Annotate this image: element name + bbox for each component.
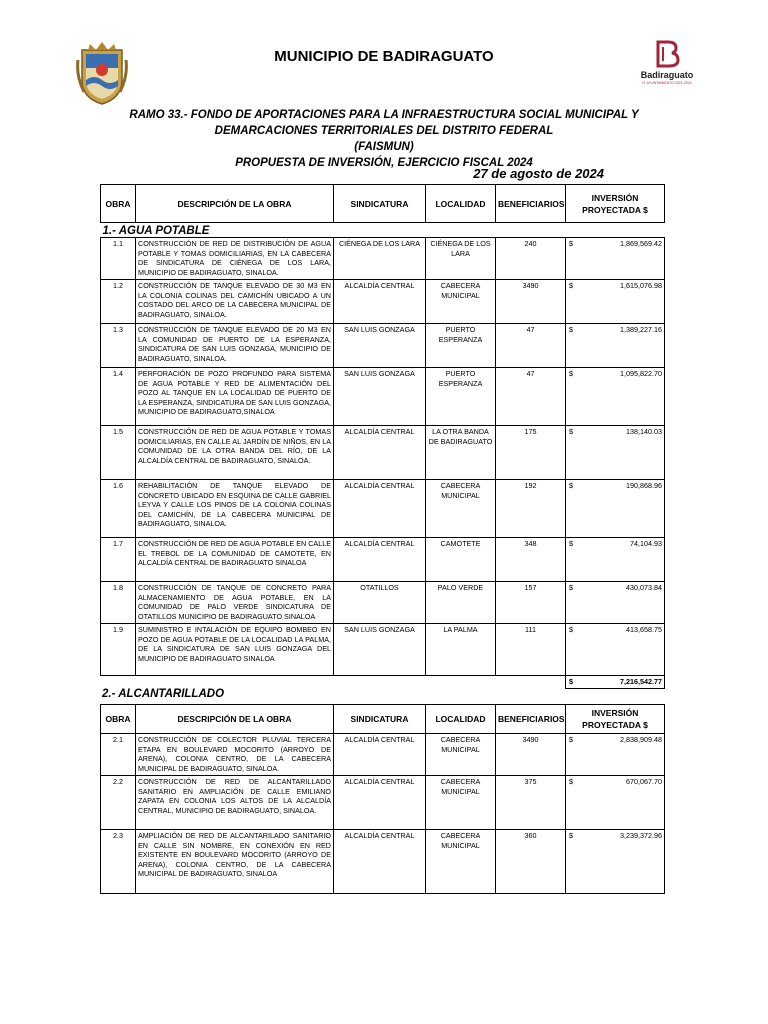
table-row (101, 426, 665, 480)
obra-localidad: LA PALMA (426, 624, 496, 676)
obra-sindicatura: ALCALDÍA CENTRAL (334, 734, 426, 776)
obra-inversion (566, 776, 665, 830)
table-header-row (101, 705, 665, 734)
obra-inversion (566, 324, 665, 368)
alcantarillado-rows (101, 734, 665, 894)
obra-beneficiarios: 175 (496, 426, 566, 480)
obra-description: CONSTRUCCIÓN DE TANQUE ELEVADO DE 30 M3 EN LA COLONIA COLINAS DEL CAMICHÍN UBICADO A UN COSTADO DEL ARCO DE LA CABECERA MUNICIPAL DE BADIRAGUATO, SINALOA. (136, 280, 334, 324)
obra-beneficiarios: 240 (496, 238, 566, 280)
obra-number: 1.8 (101, 582, 136, 624)
total-amount: 7,216,542.77 (620, 677, 662, 686)
column-header-inversion: INVERSIÓN PROYECTADA $ (566, 185, 665, 223)
obra-sindicatura: ALCALDÍA CENTRAL (334, 480, 426, 538)
obra-number: 1.6 (101, 480, 136, 538)
badiraguato-b-logo-icon (654, 40, 680, 68)
obra-beneficiarios: 111 (496, 624, 566, 676)
obra-sindicatura: SAN LUIS GONZAGA (334, 324, 426, 368)
obra-sindicatura: ALCALDÍA CENTRAL (334, 280, 426, 324)
column-header-descripcion: DESCRIPCIÓN DE LA OBRA (136, 185, 334, 223)
section-row (101, 223, 665, 238)
inversion-amount: 1,095,822.70 (620, 369, 662, 378)
column-header-localidad: LOCALIDAD (426, 185, 496, 223)
obra-beneficiarios: 3490 (496, 734, 566, 776)
obra-beneficiarios: 192 (496, 480, 566, 538)
obra-localidad: CABECERA MUNICIPAL (426, 734, 496, 776)
obra-sindicatura: CIÉNEGA DE LOS LARA (334, 238, 426, 280)
obra-inversion (566, 480, 665, 538)
obra-number: 1.3 (101, 324, 136, 368)
obra-sindicatura: OTATILLOS (334, 582, 426, 624)
table-row (101, 582, 665, 624)
table-row (101, 734, 665, 776)
obra-description: CONSTRUCCIÓN DE RED DE AGUA POTABLE EN CALLE EL TREBOL DE LA COMUNIDAD DE CAMOTETE, EN ALCALDÍA CENTRAL DE BADIRAGUATO SINALOA (136, 538, 334, 582)
obra-inversion (566, 734, 665, 776)
inversion-amount: 74,104.93 (630, 539, 662, 548)
obra-number: 1.1 (101, 238, 136, 280)
section-title: 1.- AGUA POTABLE (102, 225, 210, 237)
column-header-obra: OBRA (101, 185, 136, 223)
obra-description: CONSTRUCCIÓN DE COLECTOR PLUVIAL TERCERA ETAPA EN BOULEVARD MOCORITO (ARROYO DE ARENA), COLONIA CENTRO, DE LA CABECERA MUNICIPAL DE BADIRAGUATO, SINALOA. (136, 734, 334, 776)
subtitle-line: PROPUESTA DE INVERSIÓN, EJERCICIO FISCAL 2024 (235, 157, 533, 169)
column-header-sindicatura: SINDICATURA (334, 705, 426, 734)
obra-beneficiarios: 375 (496, 776, 566, 830)
obra-inversion (566, 238, 665, 280)
currency-symbol: $ (569, 369, 573, 378)
obra-localidad: CAMOTETE (426, 538, 496, 582)
table-row (101, 238, 665, 280)
obra-sindicatura: ALCALDÍA CENTRAL (334, 776, 426, 830)
obra-inversion (566, 426, 665, 480)
obra-number: 2.1 (101, 734, 136, 776)
obra-localidad: LA OTRA BANDA DE BADIRAGUATO (426, 426, 496, 480)
fund-subtitle (120, 107, 648, 171)
obra-localidad: PALO VERDE (426, 582, 496, 624)
obra-beneficiarios: 360 (496, 830, 566, 894)
obra-description: CONSTRUCCIÓN DE TANQUE ELEVADO DE 20 M3 EN LA COMUNIDAD DE PUERTO DE LA ESPERANZA, SINDICATURA DE SAN LUIS GONZAGA, MUNICIPIO DE BADIRAGUATO, SINALOA. (136, 324, 334, 368)
table-row (101, 776, 665, 830)
obra-description: PERFORACIÓN DE POZO PROFUNDO PARA SISTEMA DE AGUA POTABLE Y RED DE ALIMENTACIÓN DEL POZO AL TANQUE EN LA LOCALIDAD DE PUERTO DE LA ESPERANZA, SINDICATURA DE SAN LUIS GONZAGA, MUNICIPIO DE BADIRAGUATO,SINALOA (136, 368, 334, 426)
obra-sindicatura: ALCALDÍA CENTRAL (334, 426, 426, 480)
document-header (0, 0, 768, 110)
currency-symbol: $ (569, 583, 573, 592)
obra-description: CONSTRUCCIÓN DE RED DE DISTRIBUCIÓN DE AGUA POTABLE Y TOMAS DOMICILIARIAS, EN LA CABECERA DE SINDICATURA DE CIÉNEGA DE LOS LARA, MUNICIPIO DE BADIRAGUATO, SINALOA. (136, 238, 334, 280)
obra-number: 1.7 (101, 538, 136, 582)
currency-symbol: $ (569, 625, 573, 634)
brand-name: Badiraguato (640, 70, 694, 80)
currency-symbol: $ (569, 777, 573, 786)
obra-description: AMPLIACIÓN DE RED DE ALCANTARILADO SANITARIO EN CALLE SIN NOMBRE, EN CONEXIÓN EN RED EXISTENTE EN BOULEVARD MOCORITO (ARROYO DE ARENA), COLONIA CENTRO, DE LA CABECERA MUNICIPAL DE BADIRAGUATO, SINALOA (136, 830, 334, 894)
inversion-amount: 2,838,909.48 (620, 735, 662, 744)
obra-description: CONSTRUCCIÓN DE RED DE AGUA POTABLE Y TOMAS DOMICILIARIAS, EN CALLE AL JARDÍN DE NIÑOS, EN LA COMUNIDAD DE LA OTRA BANDA DEL RÍO, DE LA ALCALDÍA CENTRAL DE BADIRAGUATO, SINALOA. (136, 426, 334, 480)
obra-localidad: PUERTO ESPERANZA (426, 324, 496, 368)
currency-symbol: $ (569, 281, 573, 290)
currency-symbol: $ (569, 239, 573, 248)
obra-beneficiarios: 47 (496, 368, 566, 426)
obra-inversion (566, 280, 665, 324)
inversion-amount: 670,067.70 (626, 777, 662, 786)
obra-localidad: CIÉNEGA DE LOS LARA (426, 238, 496, 280)
brand-tagline: H. AYUNTAMIENTO 2021-2024 (642, 81, 692, 85)
obra-description: REHABILITACIÓN DE TANQUE ELEVADO DE CONCRETO UBICADO EN ESQUINA DE CALLE GABRIEL LEYVA Y CALLE LOS PINOS DE LA COLONIA COLINAS DEL CAMICHÍN, DE LA CABECERA MUNICIPAL DE BADIRAGUATO, SINALOA. (136, 480, 334, 538)
obra-beneficiarios: 157 (496, 582, 566, 624)
table-row (101, 324, 665, 368)
works-table-alcantarillado (100, 704, 665, 894)
column-header-beneficiarios: BENEFICIARIOS (496, 185, 566, 223)
inversion-amount: 138,140.03 (626, 427, 662, 436)
column-header-localidad: LOCALIDAD (426, 705, 496, 734)
obra-beneficiarios: 3490 (496, 280, 566, 324)
total-row (101, 676, 665, 689)
obra-inversion (566, 830, 665, 894)
inversion-amount: 413,658.75 (626, 625, 662, 634)
obra-description: CONSTRUCCIÓN DE RED DE ALCANTARILLADO SANITARIO EN AMPLIACIÓN DE CALLE EMILIANO ZAPATA EN COLONIA LOS ALTOS DE LA ALCALDÍA CENTRAL, MUNICIPIO DE BADIRAGUATO, SINALOA. (136, 776, 334, 830)
document-date: 27 de agosto de 2024 (473, 166, 604, 181)
inversion-amount: 1,615,076.98 (620, 281, 662, 290)
obra-number: 1.2 (101, 280, 136, 324)
municipality-title: MUNICIPIO DE BADIRAGUATO (274, 48, 494, 65)
obra-inversion (566, 624, 665, 676)
obra-inversion (566, 582, 665, 624)
obra-description: CONSTRUCCIÓN DE TANQUE DE CONCRETO PARA ALMACENAMIENTO DE AGUA POTABLE, EN LA COMUNIDAD DE PALO VERDE SINDICATURA DE OTATILLOS MUNICIPIO DE BADIRAGUATO SINALOA (136, 582, 334, 624)
obra-inversion (566, 368, 665, 426)
subtitle-line: (FAISMUN) (354, 141, 414, 153)
obra-description: SUMINISTRO E INTALACIÓN DE EQUIPO BOMBEO EN POZO DE AGUA POTABLE DE LA LOCALIDAD LA PALMA, DE LA SINDICATURA DE SAN LUIS GONZAGA DEL MUNICIPIO DE BADIRAGUATO SINALOA (136, 624, 334, 676)
currency-symbol: $ (569, 481, 573, 490)
obra-sindicatura: SAN LUIS GONZAGA (334, 624, 426, 676)
agua-potable-rows (101, 223, 665, 689)
section-total (566, 676, 665, 689)
obra-number: 2.2 (101, 776, 136, 830)
total-spacer (101, 676, 566, 689)
inversion-amount: 430,073.84 (626, 583, 662, 592)
inversion-amount: 190,868.96 (626, 481, 662, 490)
obra-number: 1.4 (101, 368, 136, 426)
obra-sindicatura: ALCALDÍA CENTRAL (334, 830, 426, 894)
subtitle-line: RAMO 33.- FONDO DE APORTACIONES PARA LA INFRAESTRUCTURA SOCIAL MUNICIPAL Y (129, 109, 639, 121)
currency-symbol: $ (569, 735, 573, 744)
inversion-amount: 3,239,372.96 (620, 831, 662, 840)
obra-localidad: CABECERA MUNICIPAL (426, 830, 496, 894)
column-header-obra: OBRA (101, 705, 136, 734)
subtitle-line: DEMARCACIONES TERRITORIALES DEL DISTRITO FEDERAL (214, 125, 554, 137)
obra-localidad: CABECERA MUNICIPAL (426, 480, 496, 538)
column-header-sindicatura: SINDICATURA (334, 185, 426, 223)
obra-number: 1.9 (101, 624, 136, 676)
obra-beneficiarios: 348 (496, 538, 566, 582)
table-row (101, 480, 665, 538)
obra-number: 1.5 (101, 426, 136, 480)
table-header-row (101, 185, 665, 223)
table-row (101, 538, 665, 582)
obra-inversion (566, 538, 665, 582)
section-title: 2.- ALCANTARILLADO (102, 688, 225, 700)
obra-localidad: CABECERA MUNICIPAL (426, 776, 496, 830)
obra-beneficiarios: 47 (496, 324, 566, 368)
currency-symbol: $ (569, 325, 573, 334)
obra-sindicatura: ALCALDÍA CENTRAL (334, 538, 426, 582)
table-row (101, 830, 665, 894)
inversion-amount: 1,869,569.42 (620, 239, 662, 248)
table-row (101, 368, 665, 426)
currency-symbol: $ (569, 539, 573, 548)
inversion-amount: 1,389,227.16 (620, 325, 662, 334)
currency-symbol: $ (569, 677, 573, 686)
column-header-descripcion: DESCRIPCIÓN DE LA OBRA (136, 705, 334, 734)
obra-sindicatura: SAN LUIS GONZAGA (334, 368, 426, 426)
column-header-beneficiarios: BENEFICIARIOS (496, 705, 566, 734)
obra-number: 2.3 (101, 830, 136, 894)
badiraguato-logo (628, 40, 706, 100)
currency-symbol: $ (569, 427, 573, 436)
column-header-inversion: INVERSIÓN PROYECTADA $ (566, 705, 665, 734)
currency-symbol: $ (569, 831, 573, 840)
table-row (101, 624, 665, 676)
works-table-agua-potable (100, 184, 665, 689)
table-row (101, 280, 665, 324)
obra-localidad: CABECERA MUNICIPAL (426, 280, 496, 324)
obra-localidad: PUERTO ESPERANZA (426, 368, 496, 426)
